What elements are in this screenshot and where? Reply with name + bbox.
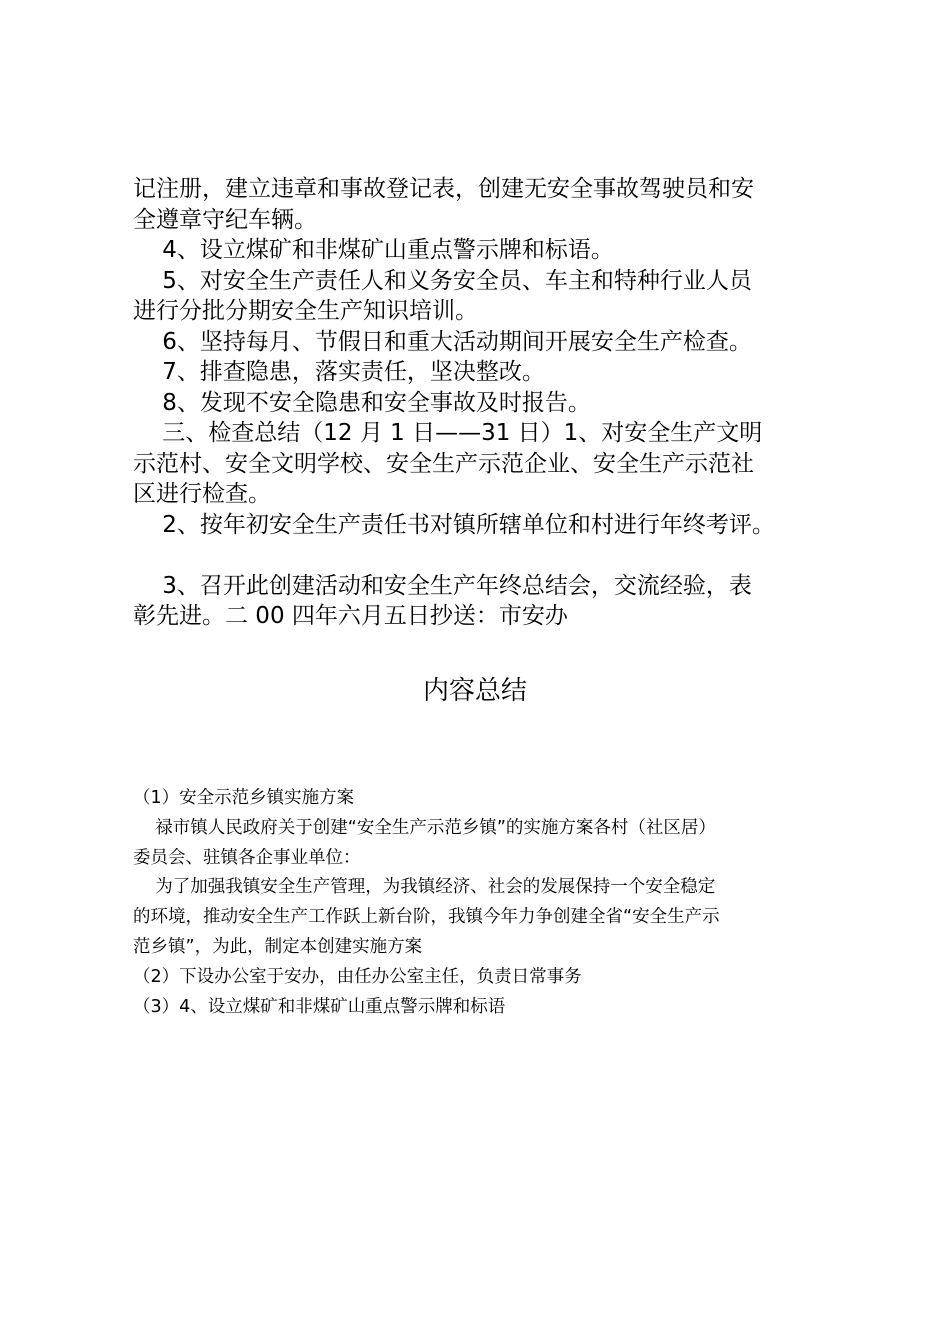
body-line: 示范村、安全文明学校、安全生产示范企业、安全生产示范社 — [133, 450, 754, 477]
body-line: 7、排查隐患，落实责任，坚决整改。 — [133, 359, 545, 385]
summary-line: 为了加强我镇安全生产管理，为我镇经济、社会的发展保持一个安全稳定 — [133, 877, 716, 898]
body-text — [133, 174, 833, 632]
summary-line: 委员会、驻镇各企事业单位： — [133, 847, 361, 868]
paragraph-gap — [133, 540, 833, 571]
body-line: 8、发现不安全隐患和安全事故及时报告。 — [133, 389, 591, 416]
body-line: 全遵章守纪车辆。 — [133, 206, 317, 233]
summary-line: 禄市镇人民政府关于创建“安全生产示范乡镇”的实施方案各村（社区居） — [133, 817, 716, 838]
body-line: 3、召开此创建活动和安全生产年终总结会，交流经验，表 — [133, 572, 752, 599]
summary-line: （3）4、设立煤矿和非煤矿山重点警示牌和标语 — [133, 996, 506, 1017]
body-line: 记注册，建立违章和事故登记表，创建无安全事故驾驶员和安 — [133, 176, 754, 202]
summary-text — [133, 784, 833, 1022]
body-line: 彰先进。二 00 四年六月五日抄送：市安办 — [133, 603, 568, 629]
body-line: 三、检查总结（12 月 1 日——31 日）1、对安全生产文明 — [133, 420, 763, 446]
summary-line: （1）安全示范乡镇实施方案 — [133, 788, 355, 808]
summary-line: 范乡镇”，为此，制定本创建实施方案 — [133, 936, 423, 957]
body-line: 5、对安全生产责任人和义务安全员、车主和特种行业人员 — [133, 267, 752, 294]
body-line: 2、按年初安全生产责任书对镇所辖单位和村进行年终考评。 — [133, 511, 775, 538]
summary-line: （2）下设办公室于安办，由任办公室主任，负责日常事务 — [133, 966, 582, 987]
body-line: 进行分批分期安全生产知识培训。 — [133, 298, 478, 324]
summary-line: 的环境，推动安全生产工作跃上新台阶，我镇今年力争创建全省“安全生产示 — [133, 907, 720, 928]
body-line: 6、坚持每月、节假日和重大活动期间开展安全生产检查。 — [133, 328, 752, 355]
body-line: 4、设立煤矿和非煤矿山重点警示牌和标语。 — [133, 237, 614, 263]
summary-title: 内容总结 — [422, 676, 527, 706]
body-line: 区进行检查。 — [133, 481, 271, 507]
